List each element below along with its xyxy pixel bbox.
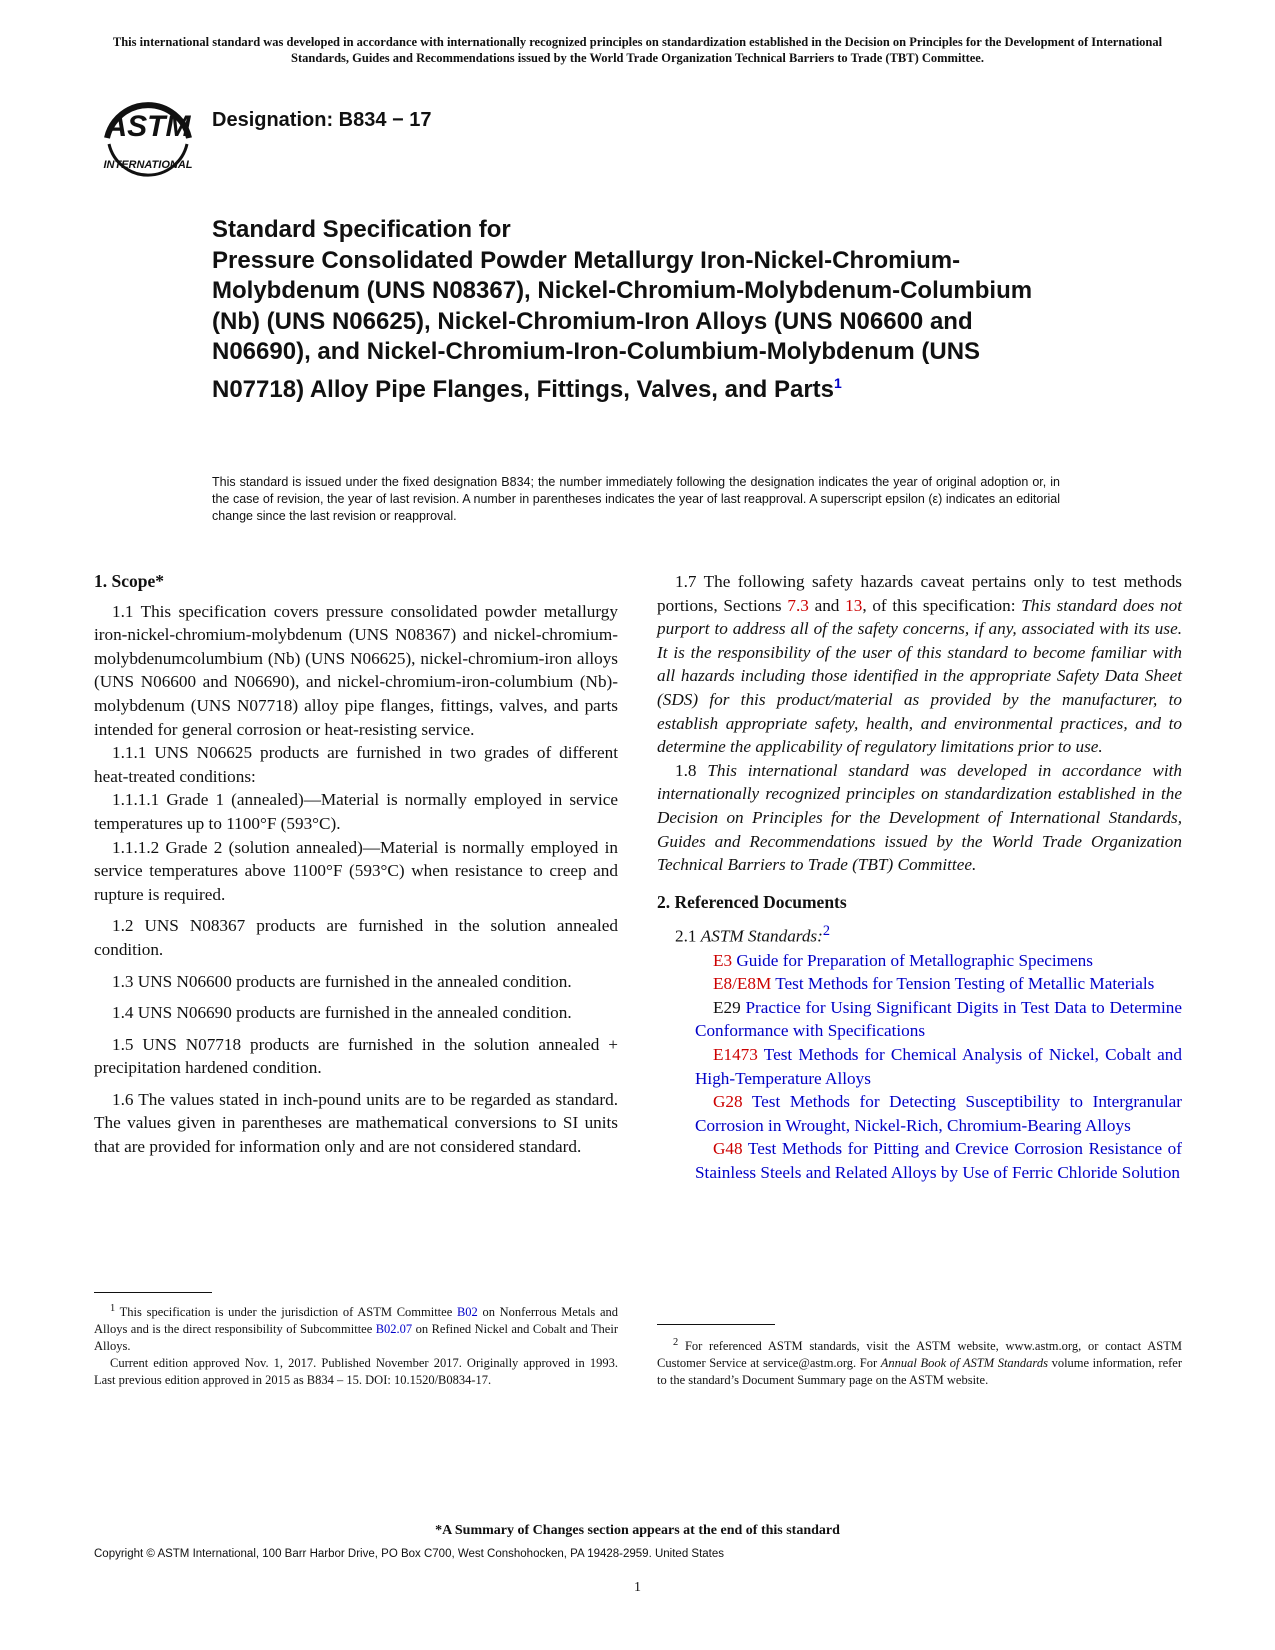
ref-title-link[interactable]: Guide for Preparation of Metallographic Specimens [736, 950, 1093, 970]
para-1-1-1: 1.1.1 UNS N06625 products are furnished in two grades of different heat-treated conditions: [94, 743, 618, 786]
ref-title-link[interactable]: Practice for Using Significant Digits in Test Data to Determine Conformance with Specifications [695, 997, 1182, 1041]
ref-item [657, 996, 1182, 1043]
document-title [212, 215, 1042, 405]
ref-code-link[interactable]: E1473 [713, 1045, 758, 1065]
section-link-7-3[interactable]: 7.3 [787, 595, 809, 615]
ref-title-link[interactable]: Test Methods for Pitting and Crevice Corrosion Resistance of Stainless Steels and Related Alloys by Use of Ferric Chloride Solution [695, 1139, 1182, 1182]
para-1-6: 1.6 The values stated in inch-pound units are to be regarded as standard. The values given in parentheses are mathematical conversions to SI units that are provided for information only and are not considered standard. [94, 1089, 618, 1157]
para-1-1-1-2: 1.1.1.2 Grade 2 (solution annealed)—Material is normally employed in service temperatures above 1100°F (593°C) when resistance to creep and rupture is required. [94, 837, 618, 904]
ref-code-link[interactable]: G28 [713, 1092, 743, 1112]
ref-title-link[interactable]: Test Methods for Tension Testing of Metallic Materials [775, 974, 1155, 994]
wto-notice: This international standard was developed in accordance with internationally recognized principles on standardization established in the Decision on Principles for the Development of International Standards, Guides and Recommendations issued by the World Trade Organization Technical Barriers to Trade (TBT) Committee. [112, 35, 1163, 65]
summary-notice: *A Summary of Changes section appears at the end of this standard [435, 1523, 840, 1538]
astm-standards-subheading: 2.1 ASTM Standards:$^2$ [675, 923, 831, 947]
ref-item [657, 1137, 1182, 1184]
footnote-1-jurisdiction: $^1$ This specification is under the jurisdiction of ASTM Committee B02 on Nonferrous Metals and Alloys and is the direct responsibility of Subcommittee B02.07 on Refined Nickel and Cobalt and Their Alloys. [94, 1303, 619, 1354]
para-1-4: 1.4 UNS N06690 products are furnished in the annealed condition. [112, 1003, 572, 1023]
ref-item [657, 949, 1182, 973]
ref-title-link[interactable]: Test Methods for Detecting Susceptibility to Intergranular Corrosion in Wrought, Nickel-Rich, Chromium-Bearing Alloys [695, 1092, 1182, 1135]
footnote-rule-right [657, 1324, 775, 1325]
section-link-13[interactable]: 13 [845, 595, 863, 615]
right-column [657, 570, 1182, 1185]
astm-logo-subtext: INTERNATIONAL [103, 159, 193, 171]
ref-code: E29 [713, 997, 741, 1017]
para-1-7: 1.7 The following safety hazards caveat pertains only to test methods portions, Sections 7.3 and 13, of this specification: This standard does not purport to address all of the safety concerns, if any, associated with its use. It is the responsibility of the user of this standard to become familiar with all hazards including those identified in the appropriate Safety Data Sheet (SDS) for this product/material as provided by the manufacturer, to establish appropriate safety, health, and environmental practices, and to determine the applicability of regulatory limitations prior to use. [657, 572, 1183, 757]
para-1-2: 1.2 UNS N08367 products are furnished in the solution annealed condition. [94, 916, 618, 959]
designation: Designation: B834 − 17 [212, 109, 432, 131]
ref-code-link[interactable]: E8/E8M [713, 974, 772, 994]
issued-statement: This standard is issued under the fixed designation B834; the number immediately following the designation indicates the year of original adoption or, in the case of revision, the year of last revision. A number in parentheses indicates the year of last reapproval. A superscript epsilon (ε) indicates an editorial change since the last revision or reapproval. [212, 475, 1060, 523]
astm-logo [93, 88, 203, 178]
left-column [94, 570, 618, 1159]
scope-heading: 1. Scope* [94, 571, 164, 591]
title-footnote-mark[interactable]: 1 [834, 374, 842, 391]
page-number: 1 [634, 1580, 641, 1595]
footnote-2: $^2$ For referenced ASTM standards, visit the ASTM website, www.astm.org, or contact ASTM Customer Service at service@astm.org. For Annual Book of ASTM Standards volume information, refer to the standard’s Document Summary page on the ASTM website. [657, 1337, 1182, 1388]
ref-item [657, 1090, 1182, 1137]
para-1-1: 1.1 This specification covers pressure consolidated powder metallurgy iron-nickel-chromium-molybdenum (UNS N08367) and nickel-chromium-molybdenumcolumbium (Nb) (UNS N06625), nickel-chromium-iron alloys (UNS N06600 and N06690), and nickel-chromium-iron-columbium (Nb)-molybdenum (UNS N07718) alloy pipe flanges, fittings, valves, and parts intended for general corrosion or heat-resisting service. [94, 601, 618, 739]
footnote-1-edition: Current edition approved Nov. 1, 2017. Published November 2017. Originally approved in 1993. Last previous edition approved in 2015 as B834 – 15. DOI: 10.1520/B0834-17. [94, 1356, 618, 1388]
ref-title-link[interactable]: Test Methods for Chemical Analysis of Nickel, Cobalt and High-Temperature Alloys [695, 1045, 1182, 1088]
para-1-5: 1.5 UNS N07718 products are furnished in the solution annealed + precipitation hardened condition. [94, 1034, 618, 1078]
title-lead: Standard Specification for [212, 216, 511, 243]
referenced-documents-heading: 2. Referenced Documents [657, 891, 847, 912]
committee-link[interactable]: B02 [456, 1305, 478, 1320]
para-1-1-1-1: 1.1.1.1 Grade 1 (annealed)—Material is normally employed in service temperatures up to 1100°F (593°C). [94, 790, 618, 833]
ref-code-link[interactable]: E3 [713, 950, 733, 970]
footnote-rule-left [94, 1292, 212, 1293]
astm-logo-text: ASTM [105, 110, 191, 143]
footnote-1 [94, 1300, 618, 1389]
ref-code-link[interactable]: G48 [713, 1139, 743, 1159]
para-1-3: 1.3 UNS N06600 products are furnished in the annealed condition. [112, 971, 572, 991]
ref-footnote-mark[interactable]: 2 [822, 923, 831, 940]
copyright: Copyright © ASTM International, 100 Barr Harbor Drive, PO Box C700, West Conshohocken, PA 19428-2959. United States [94, 1548, 725, 1560]
para-1-8: 1.8 This international standard was developed in accordance with internationally recognized principles on standardization established in the Decision on Principles for the Development of International Standards, Guides and Recommendations issued by the World Trade Organization Technical Barriers to Trade (TBT) Committee. [657, 760, 1182, 875]
title-main: Pressure Consolidated Powder Metallurgy Iron-Nickel-Chromium-Molybdenum (UNS N08367), Nickel-Chromium-Molybdenum-Columbium (Nb) (UNS N06625), Nickel-Chromium-Iron Alloys (UNS N06600 and N06690), and Nickel-Chromium-Iron-Columbium-Molybdenum (UNS N07718) Alloy Pipe Flanges, Fittings, Valves, and Parts$^1$ [212, 246, 1033, 403]
ref-item [657, 1043, 1182, 1090]
ref-item [657, 972, 1182, 996]
subcommittee-link[interactable]: B02.07 [375, 1322, 413, 1337]
